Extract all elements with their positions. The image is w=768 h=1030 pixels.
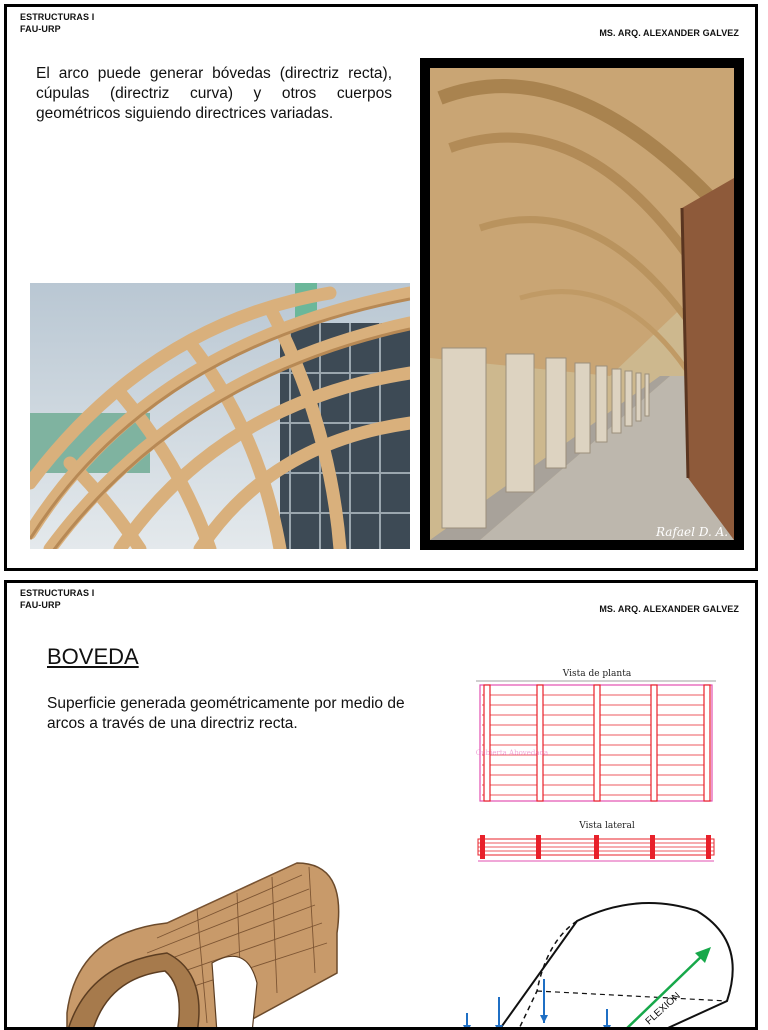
- school-label: FAU-URP: [20, 600, 61, 610]
- header-left: [20, 11, 94, 35]
- section-title: BOVEDA: [47, 644, 139, 669]
- plan-watermark: Cubierta Abovedada: [475, 749, 549, 757]
- plan-view-drawing: [472, 665, 722, 805]
- dome-structure-photo: [30, 283, 410, 549]
- slide-1: [4, 4, 758, 571]
- arcade-corridor-photo: [420, 58, 744, 550]
- school-label: FAU-URP: [20, 24, 61, 34]
- vault-flexion-diagram: [457, 901, 747, 1030]
- author-label: MS. ARQ. ALEXANDER GALVEZ: [599, 28, 739, 38]
- course-label: ESTRUCTURAS I: [20, 12, 95, 22]
- photo-credit: Rafael D. A.: [656, 525, 729, 539]
- intro-paragraph: El arco puede generar bóvedas (directriz recta), cúpulas (directriz curva) y otros cuerpos geométricos siguiendo directrices variadas.: [36, 65, 392, 122]
- brick-vault-illustration: [47, 853, 347, 1030]
- flexion-label: FLEXION: [643, 990, 683, 1028]
- side-view-label: Vista lateral: [579, 821, 635, 831]
- author-label: MS. ARQ. ALEXANDER GALVEZ: [599, 604, 739, 614]
- plan-view-label: Vista de planta: [562, 669, 632, 679]
- slide-2: [4, 580, 758, 1030]
- side-view-drawing: [472, 817, 722, 863]
- course-label: ESTRUCTURAS I: [20, 588, 95, 598]
- header-left: [20, 587, 94, 611]
- definition-paragraph: Superficie generada geométricamente por medio de arcos a través de una directriz recta.: [47, 695, 405, 732]
